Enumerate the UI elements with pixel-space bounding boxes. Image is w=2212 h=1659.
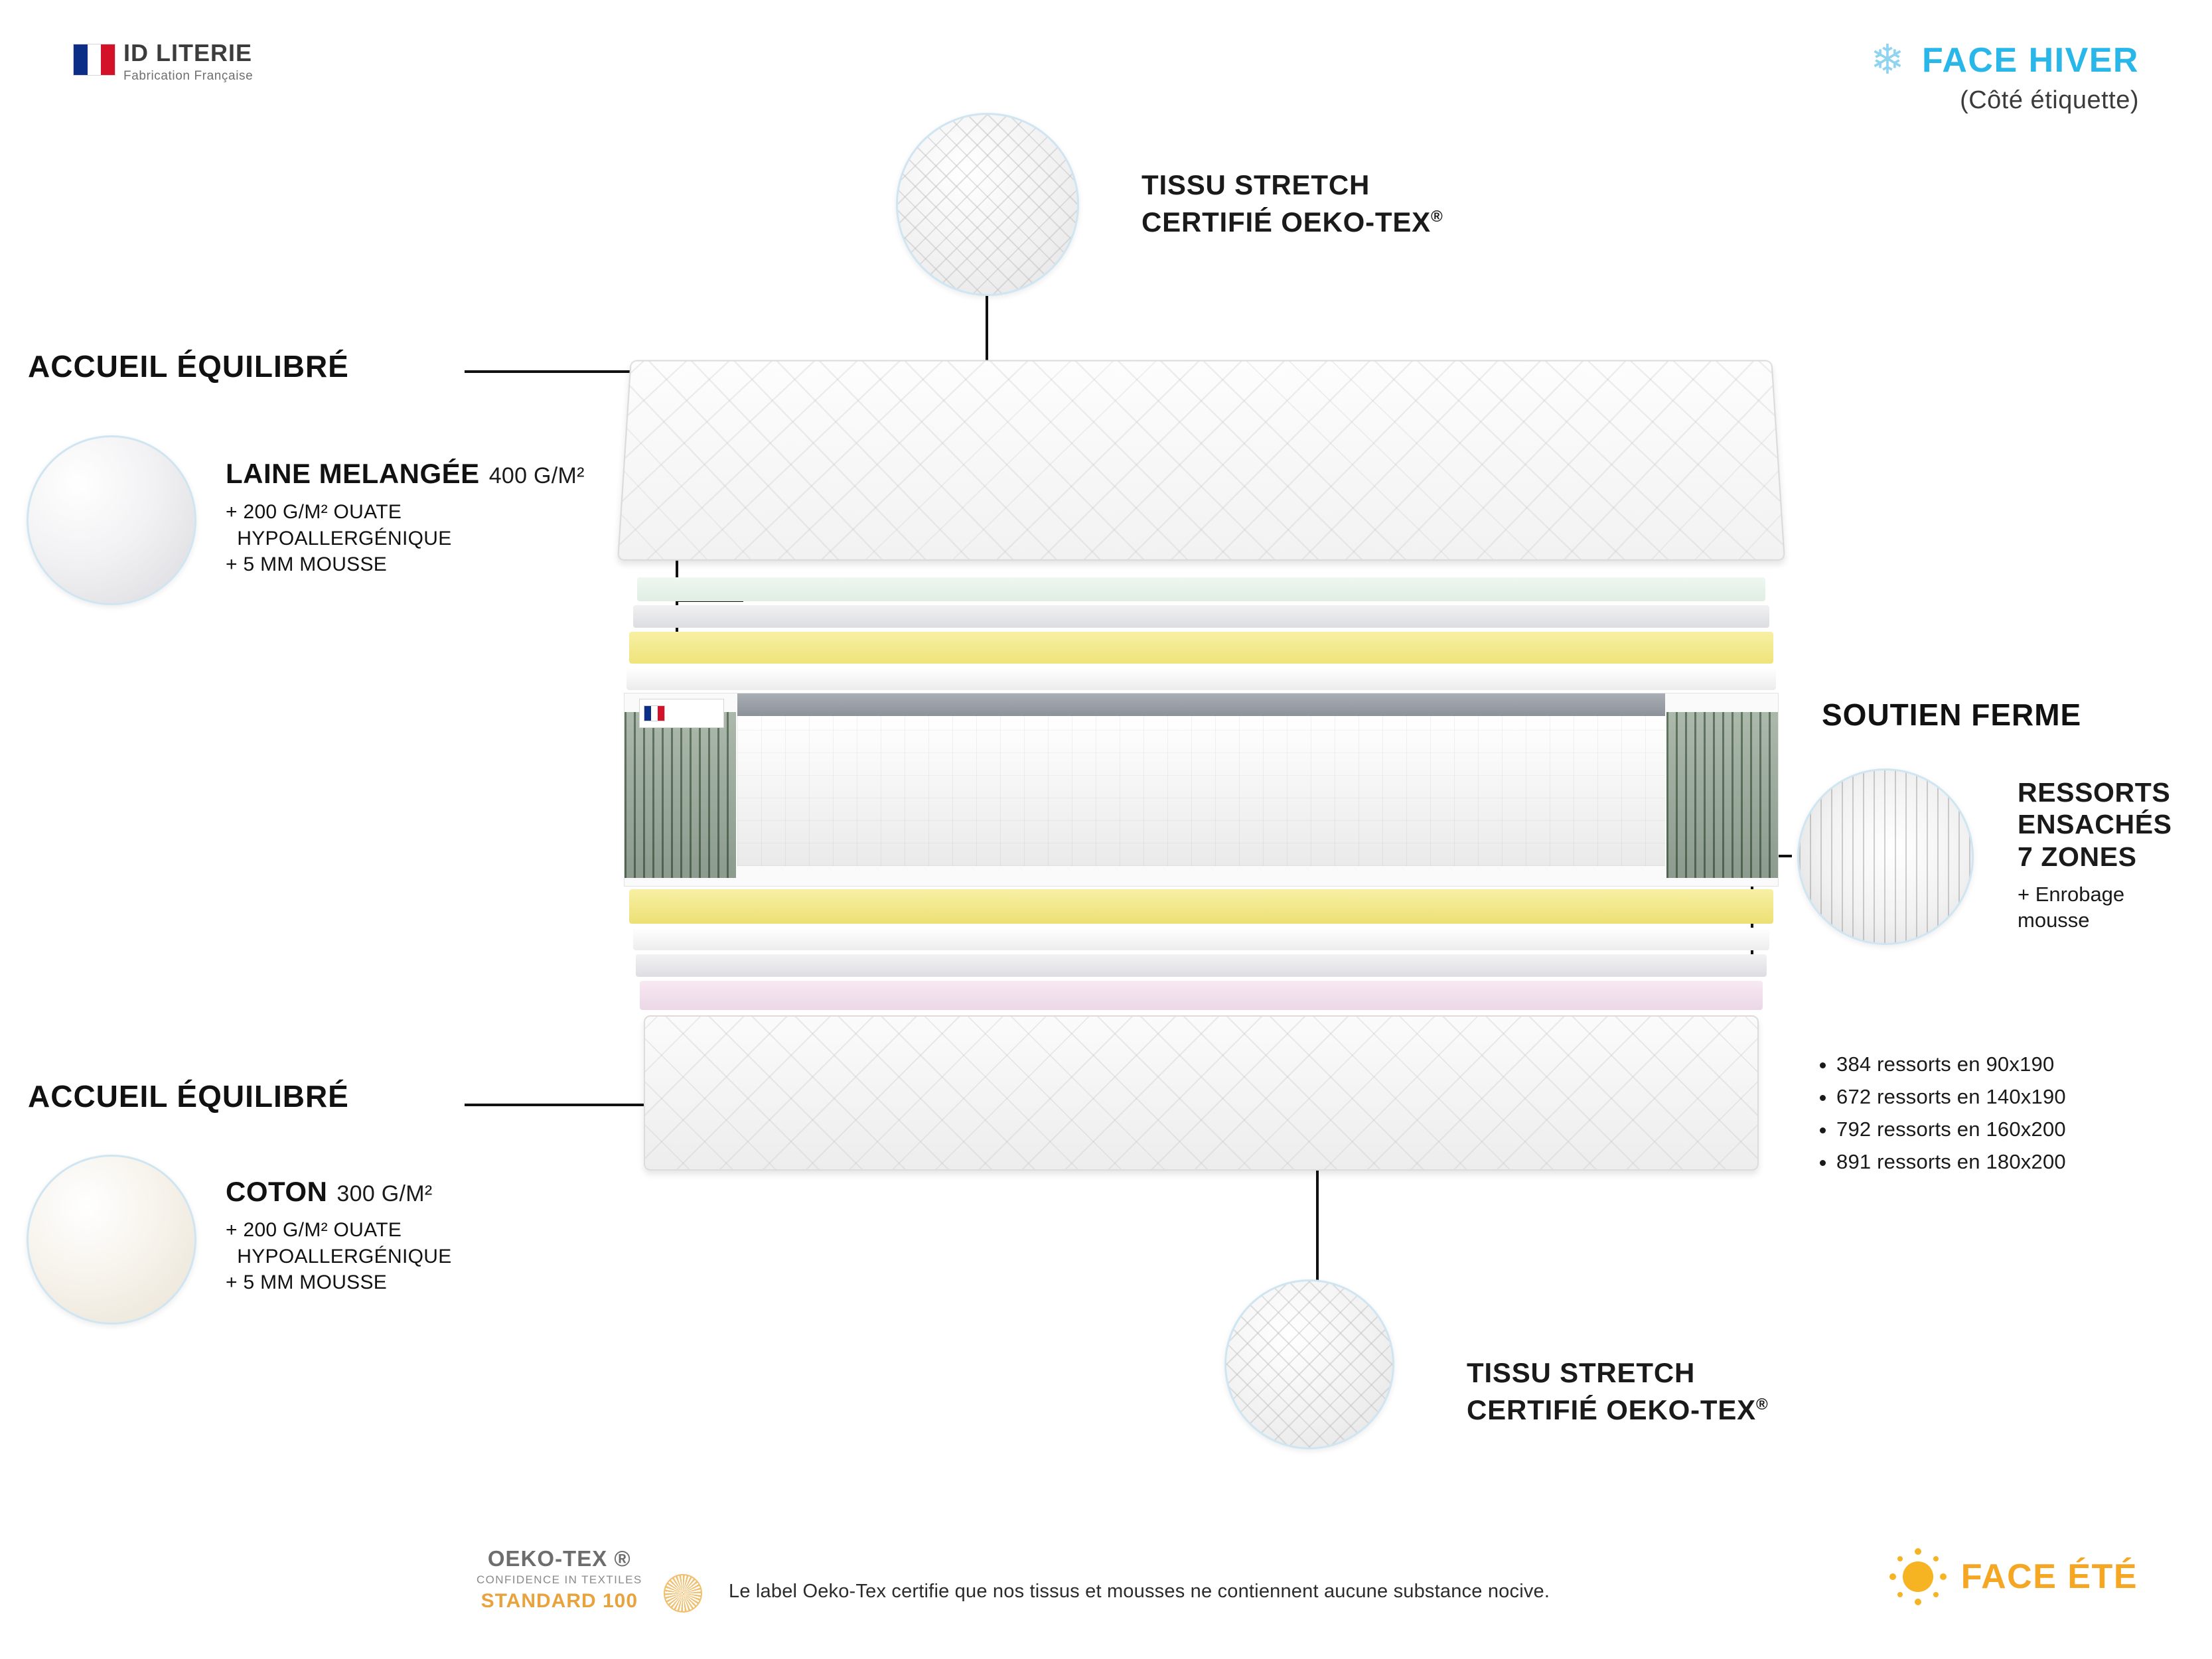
layer-mint-foam bbox=[637, 577, 1765, 601]
spring-core-top-bar bbox=[737, 693, 1665, 716]
list-item: • 792 ressorts en 160x200 bbox=[1836, 1114, 2066, 1146]
face-ete-title: FACE ÉTÉ bbox=[1960, 1557, 2138, 1596]
core-label-tag bbox=[639, 699, 724, 728]
layer-pink-foam bbox=[640, 981, 1763, 1010]
layer-pocket-springs-core bbox=[624, 693, 1779, 887]
bubble-pocket-spring bbox=[1797, 768, 1974, 945]
ressorts-extra-2: mousse bbox=[2018, 908, 2090, 932]
callout-coton bbox=[226, 1176, 452, 1296]
tissu-bottom-line1: TISSU STRETCH bbox=[1467, 1357, 1696, 1388]
spring-core-foam-surround-left bbox=[625, 712, 736, 878]
bubble-wool bbox=[27, 435, 196, 605]
layer-bottom-quilted-panel bbox=[644, 1015, 1759, 1171]
snowflake-icon: ❄ bbox=[1870, 37, 1905, 83]
layer-top-quilted-panel bbox=[617, 360, 1785, 561]
tissu-top-line1: TISSU STRETCH bbox=[1142, 169, 1370, 200]
accueil-top-title: ACCUEIL ÉQUILIBRÉ bbox=[28, 349, 349, 384]
spring-core-pockets bbox=[737, 716, 1665, 866]
face-hiver-subtitle: (Côté étiquette) bbox=[1960, 86, 2139, 114]
ressorts-line-1: RESSORTS bbox=[2018, 777, 2171, 808]
layer-grey-wadding-bottom bbox=[636, 954, 1767, 977]
layer-white-felt-bottom bbox=[633, 928, 1769, 950]
laine-detail-1: + 200 G/M² OUATE bbox=[226, 501, 402, 523]
tissu-bottom-registered: ® bbox=[1755, 1396, 1769, 1413]
ressorts-line-2: ENSACHÉS bbox=[2018, 809, 2172, 840]
list-item: • 384 ressorts en 90x190 bbox=[1836, 1048, 2066, 1081]
mattress-exploded-diagram bbox=[624, 345, 1779, 1201]
coton-detail-2: HYPOALLERGÉNIQUE bbox=[226, 1245, 452, 1267]
sun-icon bbox=[1897, 1556, 1939, 1597]
tissu-bottom-line2-wrap bbox=[1467, 1394, 1768, 1426]
spring-count-list bbox=[1808, 1048, 2066, 1179]
ressorts-line-3: 7 ZONES bbox=[2018, 841, 2137, 872]
coton-material: COTON bbox=[226, 1176, 328, 1207]
laine-detail-2: HYPOALLERGÉNIQUE bbox=[226, 527, 452, 549]
bubble-fabric-top bbox=[896, 113, 1079, 296]
french-flag-icon bbox=[73, 44, 115, 76]
laine-detail-3: + 5 MM MOUSSE bbox=[226, 553, 388, 576]
oeko-line3: STANDARD 100 bbox=[480, 1590, 638, 1612]
accueil-bottom-title: ACCUEIL ÉQUILIBRÉ bbox=[28, 1079, 349, 1114]
callout-tissu-top bbox=[1142, 169, 1443, 238]
callout-ressorts bbox=[2018, 776, 2172, 934]
bubble-fabric-bottom bbox=[1224, 1279, 1394, 1449]
layer-grey-wadding-top bbox=[633, 605, 1769, 628]
ressorts-extra-1: + Enrobage bbox=[2018, 883, 2125, 906]
laine-grammage: 400 G/M² bbox=[488, 463, 585, 488]
brand-tagline: Fabrication Française bbox=[123, 69, 254, 83]
list-item: • 891 ressorts en 180x200 bbox=[1836, 1146, 2066, 1179]
tissu-top-line2-wrap bbox=[1142, 206, 1443, 238]
tissu-top-registered: ® bbox=[1430, 208, 1443, 226]
callout-tissu-bottom bbox=[1467, 1357, 1768, 1426]
oeko-tex-logo bbox=[477, 1546, 642, 1613]
tissu-top-line2: CERTIFIÉ OEKO-TEX bbox=[1142, 206, 1431, 238]
face-hiver-title: FACE HIVER bbox=[1921, 41, 2139, 80]
laine-material: LAINE MELANGÉE bbox=[226, 458, 480, 489]
coton-grammage: 300 G/M² bbox=[336, 1181, 433, 1206]
brand-name: ID LITERIE bbox=[123, 39, 253, 66]
oeko-line1: OEKO-TEX ® bbox=[487, 1546, 631, 1571]
oeko-note: Le label Oeko-Tex certifie que nos tissus et mousses ne contiennent aucune substance nocive. bbox=[729, 1581, 1550, 1602]
oeko-seal-icon bbox=[664, 1574, 702, 1613]
callout-laine bbox=[226, 458, 585, 578]
layer-yellow-foam-bottom bbox=[629, 889, 1773, 924]
layer-white-felt-top bbox=[627, 668, 1776, 690]
layer-yellow-foam-top bbox=[629, 632, 1773, 664]
bubble-cotton bbox=[27, 1155, 196, 1325]
list-item: • 672 ressorts en 140x190 bbox=[1836, 1081, 2066, 1114]
soutien-ferme-title: SOUTIEN FERME bbox=[1822, 697, 2082, 732]
oeko-line2: CONFIDENCE IN TEXTILES bbox=[477, 1573, 642, 1586]
coton-detail-3: + 5 MM MOUSSE bbox=[226, 1271, 388, 1294]
spring-core-foam-surround-right bbox=[1666, 712, 1778, 878]
brand-logo bbox=[73, 41, 253, 84]
coton-detail-1: + 200 G/M² OUATE bbox=[226, 1219, 402, 1241]
french-flag-icon-small bbox=[644, 705, 665, 721]
tissu-bottom-line2: CERTIFIÉ OEKO-TEX bbox=[1467, 1394, 1756, 1425]
face-hiver-header bbox=[1870, 37, 2139, 115]
face-ete-footer bbox=[1897, 1556, 2138, 1597]
